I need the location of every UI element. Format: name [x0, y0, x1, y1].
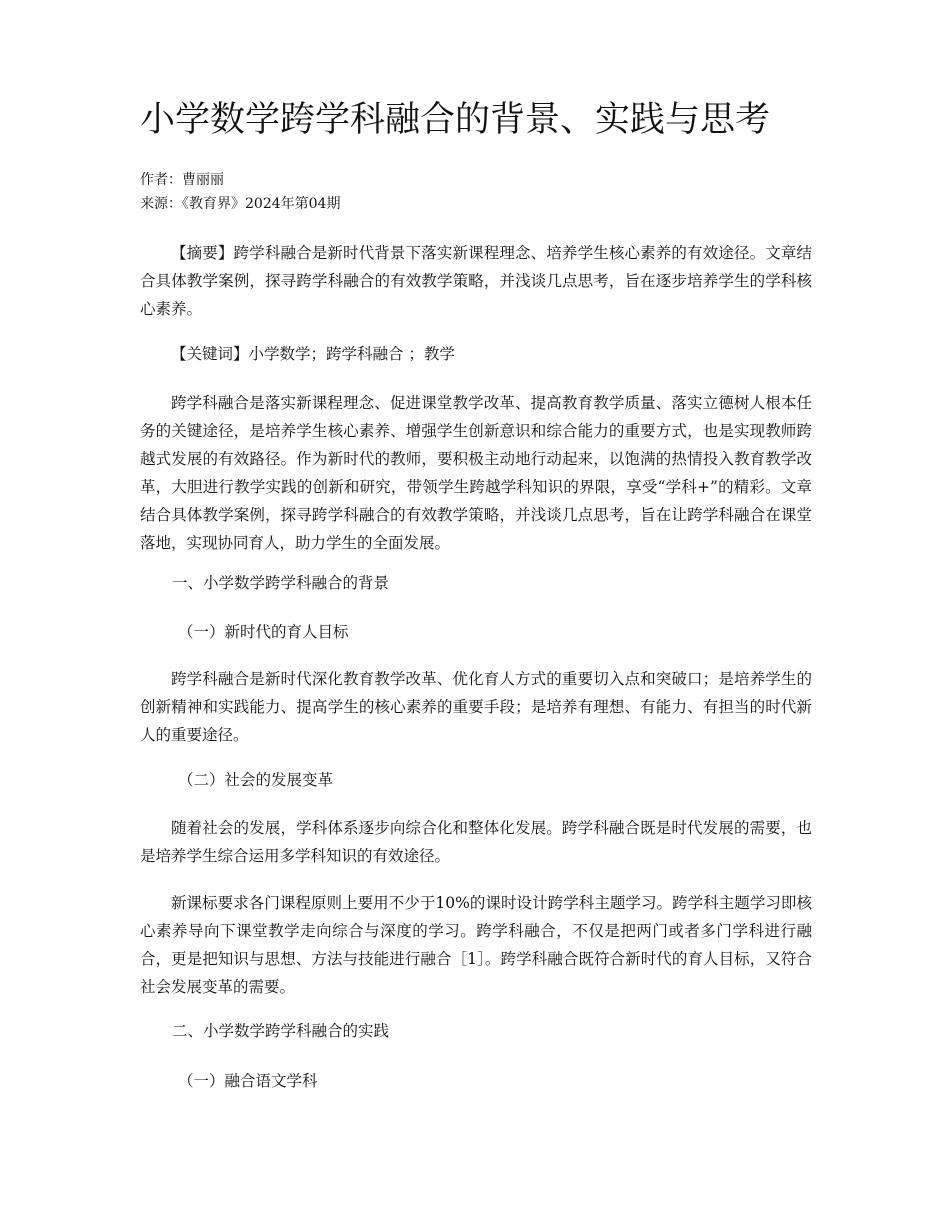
section-1-1-heading: （一）新时代的育人目标	[178, 623, 349, 641]
section-2-heading: 二、小学数学跨学科融合的实践	[172, 1022, 390, 1040]
abstract-paragraph: 【摘要】跨学科融合是新时代背景下落实新课程理念、培养学生核心素养的有效途径。文章结合具体教学案例，探寻跨学科融合的有效教学策略，并浅谈几点思考，旨在逐步培养学生的学科核心素养。	[140, 244, 812, 318]
section-1-1-paragraph: 跨学科融合是新时代深化教育教学改革、优化育人方式的重要切入点和突破口；是培养学生的创新精神和实践能力、提高学生的核心素养的重要手段；是培养有理想、有能力、有担当的时代新人的重要途径。	[140, 670, 812, 744]
source-line: 来源：《教育界》2024年第04期	[140, 196, 341, 212]
author-line: 作者：曹丽丽	[140, 172, 224, 188]
section-1-2-heading: （二）社会的发展变革	[178, 771, 334, 789]
article-title: 小学数学跨学科融合的背景、实践与思考	[140, 100, 771, 140]
keywords-paragraph: 【关键词】小学数学；跨学科融合 ；教学	[171, 345, 455, 363]
section-1-2-paragraph-2: 新课标要求各门课程原则上要用不少于10%的课时设计跨学科主题学习。跨学科主题学习即核心素养导向下课堂教学走向综合与深度的学习。跨学科融合，不仅是把两门或者多门学科进行融合，更是把知识与思想、方法与技能进行融合［1］。跨学科融合既符合新时代的育人目标，又符合社会发展变革的需要。	[140, 894, 812, 996]
section-1-2-paragraph-1: 随着社会的发展，学科体系逐步向综合化和整体化发展。跨学科融合既是时代发展的需要，也是培养学生综合运用多学科知识的有效途径。	[140, 819, 812, 865]
section-1-heading: 一、小学数学跨学科融合的背景	[172, 574, 390, 592]
section-2-1-heading: （一）融合语文学科	[178, 1072, 318, 1090]
intro-paragraph: 跨学科融合是落实新课程理念、促进课堂教学改革、提高教育教学质量、落实立德树人根本任务的关键途径，是培养学生核心素养、增强学生创新意识和综合能力的重要方式，也是实现教师跨越式发展的有效路径。作为新时代的教师，要积极主动地行动起来，以饱满的热情投入教育教学改革，大胆进行教学实践的创新和研究，带领学生跨越学科知识的界限，享受“学科+”的精彩。文章结合具体教学案例，探寻跨学科融合的有效教学策略，并浅谈几点思考，旨在让跨学科融合在课堂落地，实现协同育人，助力学生的全面发展。	[140, 394, 812, 552]
